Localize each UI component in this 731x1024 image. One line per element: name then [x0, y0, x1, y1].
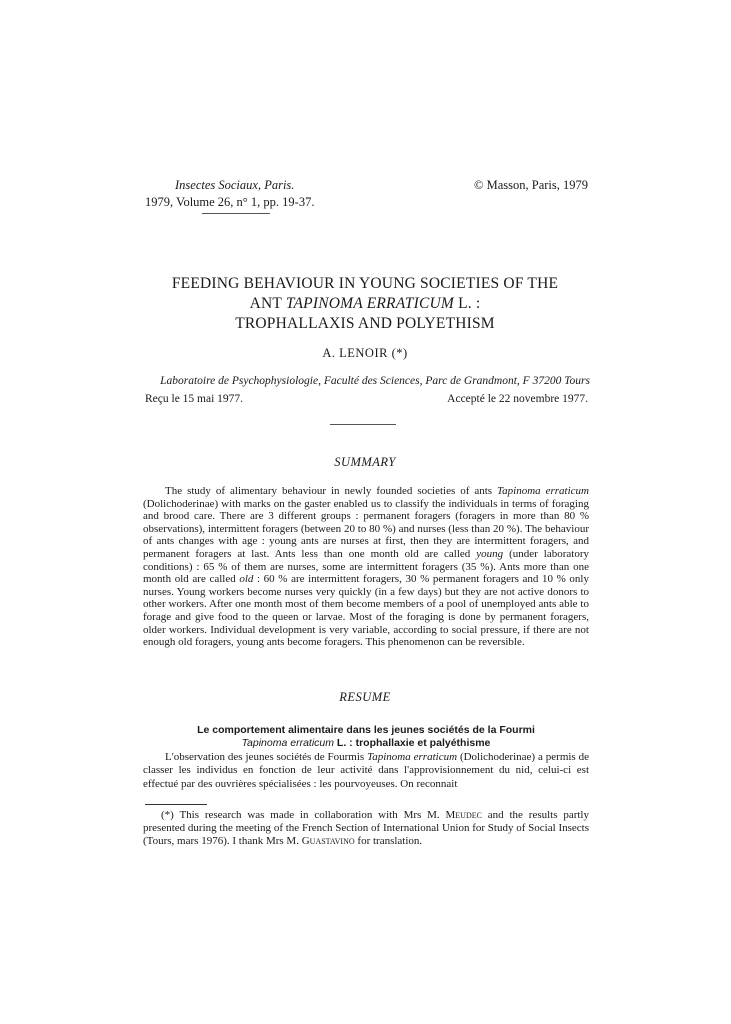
- title-line-1: FEEDING BEHAVIOUR IN YOUNG SOCIETIES OF THE: [171, 275, 559, 292]
- resume-species: Tapinoma erraticum: [367, 751, 458, 763]
- footnote: [143, 809, 589, 848]
- journal-reference: [145, 177, 405, 211]
- section-divider: [330, 424, 396, 425]
- summary-text: [143, 485, 589, 649]
- summary-species: Tapinoma erraticum: [497, 485, 589, 497]
- title-suffix: L. :: [454, 295, 481, 312]
- resume-text-part: (Dolichoderinae) a permis de classer les individus en fonction de leur activité dans l'approvisionnement du nid, celui-ci est effectué par des ouvrières spécialisées : les pourvoyeuses. On reconnait: [143, 751, 589, 790]
- summary-text-part: (under laboratory conditions) : 65 % of them are nurses, some are intermittent foragers (35 %). Ants more than one month old are called: [143, 547, 589, 586]
- accepted-date: Accepté le 22 novembre 1977.: [447, 393, 588, 405]
- footnote-text-part: (*) This research was made in collaboration with Mrs M.: [161, 809, 446, 821]
- resume-subtitle-line-2: [143, 737, 589, 750]
- footnote-name: Guastavino: [301, 835, 355, 847]
- article-title: [120, 274, 610, 334]
- footnote-rule: [145, 804, 207, 805]
- summary-text-part: (Dolichoderinae) with marks on the gaster enabled us to classify the individuals in terms of foraging and brood care. There are 3 different groups : permanent foragers (foragers in more than 80 % observations), intermittent foragers (between 20 to 80 %) and nurses (less than 20 %). The behaviour of ants changes with age : young ants are nurses at first, then they are intermittent foragers, and permanent foragers at last. Ants less than one month old are called: [143, 497, 589, 560]
- title-line-3: TROPHALLAXIS AND POLYETHISM: [235, 315, 495, 332]
- summary-term-young: young: [476, 547, 504, 560]
- affiliation: Laboratoire de Psychophysiologie, Faculté des Sciences, Parc de Grandmont, F 37200 Tours: [160, 375, 590, 387]
- summary-text-part: The study of alimentary behaviour in newly founded societies of ants: [165, 485, 498, 497]
- received-date: Reçu le 15 mai 1977.: [145, 393, 244, 405]
- author: A. LENOIR (*): [322, 346, 408, 360]
- journal-citation: 1979, Volume 26, n° 1, pp. 19-37.: [145, 195, 315, 209]
- title-species: TAPINOMA ERRATICUM: [285, 295, 455, 312]
- title-line-2: [120, 294, 610, 314]
- resume-heading: RESUME: [339, 690, 391, 704]
- title-prefix: ANT: [249, 295, 286, 312]
- resume-text: [143, 751, 589, 791]
- journal-name: Insectes Sociaux, Paris.: [175, 178, 295, 192]
- resume-subtitle-species: Tapinoma erraticum: [241, 736, 334, 749]
- copyright-notice: © Masson, Paris, 1979: [473, 178, 588, 192]
- header-rule: [202, 213, 270, 214]
- footnote-name: Meudec: [445, 809, 482, 821]
- resume-subtitle: [143, 724, 589, 749]
- footnote-text-part: and the results partly presented during the meeting of the French Section of International Union for Study of Social Insects (Tours, mars 1976). I thank Mrs M.: [143, 809, 589, 847]
- resume-subtitle-rest: L. : trophallaxie et palyéthisme: [334, 736, 491, 749]
- summary-term-old: old: [239, 573, 254, 586]
- resume-subtitle-line-1: Le comportement alimentaire dans les jeunes sociétés de la Fourmi: [197, 724, 535, 736]
- summary-text-part: : 60 % are intermittent foragers, 30 % permanent foragers and 10 % only nurses. Young workers become nurses very quickly (in a few days) but they are not active donors to other workers. After one month most of them become members of a pool of unemployed ants able to forage and give food to the queen or larvae. Most of the foraging is done by permanent foragers, older workers. Individual development is very variable, according to social pressure, if there are not enough old foragers, young ants become foragers. This phenomenon can be reversible.: [143, 573, 589, 649]
- summary-heading: SUMMARY: [334, 455, 396, 469]
- footnote-text-part: for translation.: [354, 835, 423, 847]
- resume-text-part: L'observation des jeunes sociétés de Fourmis: [165, 751, 368, 763]
